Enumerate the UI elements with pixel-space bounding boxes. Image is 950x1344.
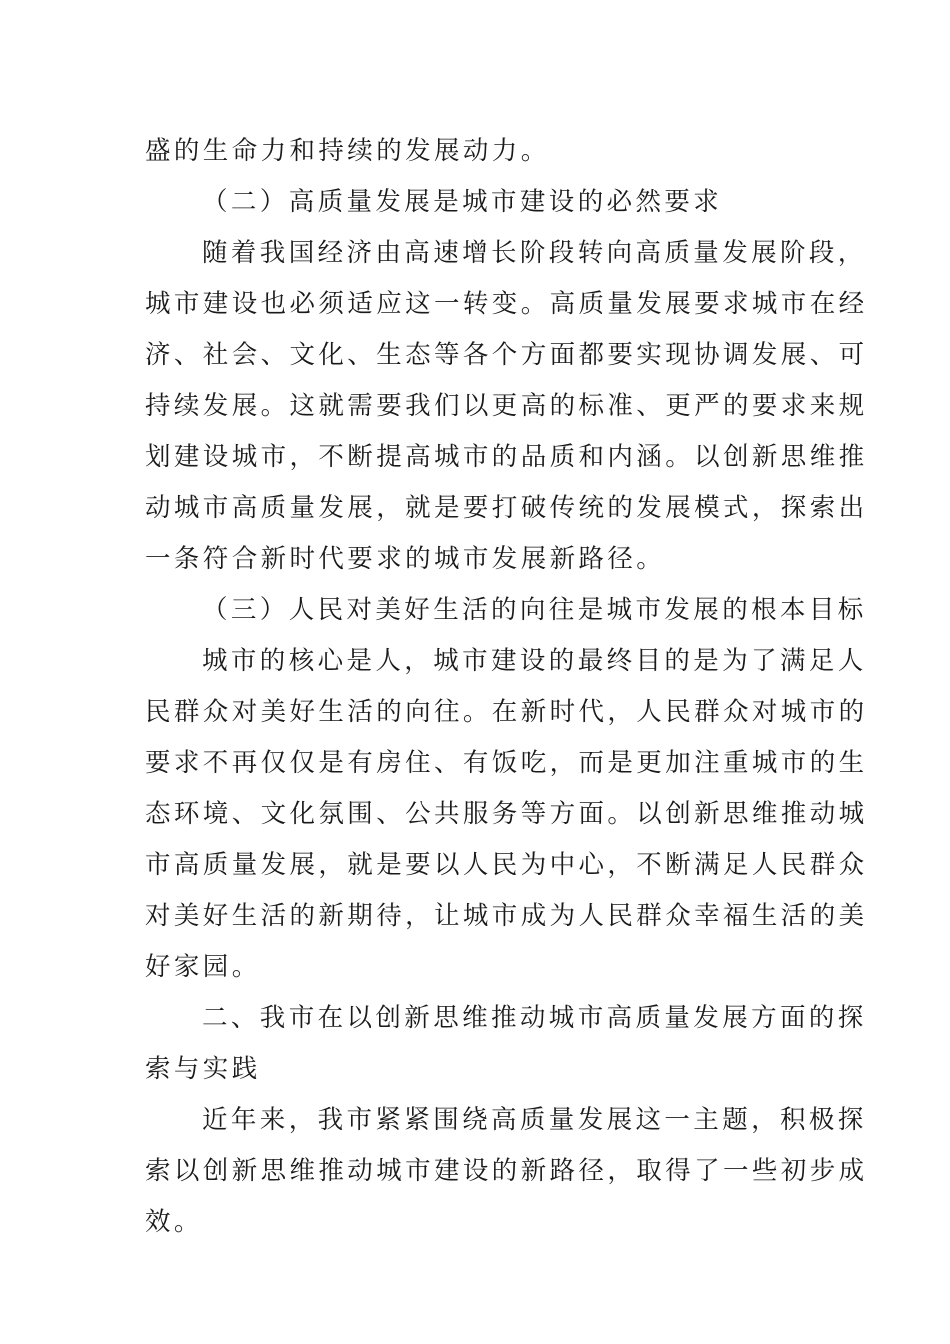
section-subheading: （二）高质量发展是城市建设的必然要求 [202,187,723,217]
document-body [145,126,868,1248]
body-line: 好家园。 [145,952,261,982]
body-line: 近年来，我市紧紧围绕高质量发展这一主题，积极探 [202,1105,867,1135]
body-line: 一条符合新时代要求的城市发展新路径。 [145,544,666,574]
body-line: 城市建设也必须适应这一转变。高质量发展要求城市在经 [145,289,868,319]
body-line: 随着我国经济由高速增长阶段转向高质量发展阶段， [202,238,867,268]
body-line: 索以创新思维推动城市建设的新路径，取得了一些初步成 [145,1156,868,1186]
section-subheading: （三）人民对美好生活的向往是城市发展的根本目标 [202,595,867,625]
body-line: 城市的核心是人，城市建设的最终目的是为了满足人 [202,646,867,676]
body-line: 民群众对美好生活的向往。在新时代，人民群众对城市的 [145,697,868,727]
body-line: 济、社会、文化、生态等各个方面都要实现协调发展、可 [145,340,868,370]
body-line: 划建设城市，不断提高城市的品质和内涵。以创新思维推 [145,442,868,472]
body-line: 效。 [145,1207,203,1237]
section-heading: 二、我市在以创新思维推动城市高质量发展方面的探 [202,1003,867,1033]
body-line: 要求不再仅仅是有房住、有饭吃，而是更加注重城市的生 [145,748,868,778]
section-heading-continued: 索与实践 [145,1054,261,1084]
body-line: 态环境、文化氛围、公共服务等方面。以创新思维推动城 [145,799,868,829]
body-line: 动城市高质量发展，就是要打破传统的发展模式，探索出 [145,493,868,523]
body-line: 对美好生活的新期待，让城市成为人民群众幸福生活的美 [145,901,868,931]
body-line: 市高质量发展，就是要以人民为中心，不断满足人民群众 [145,850,868,880]
body-line: 盛的生命力和持续的发展动力。 [145,136,550,166]
body-line: 持续发展。这就需要我们以更高的标准、更严的要求来规 [145,391,868,421]
